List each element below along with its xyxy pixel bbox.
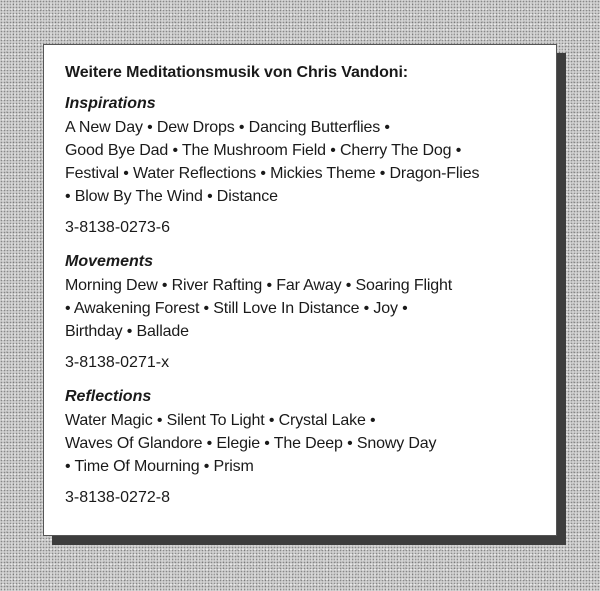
album-title: Movements: [65, 253, 154, 270]
track-line: A New Day • Dew Drops • Dancing Butterflies •: [65, 119, 390, 136]
track-line: Good Bye Dad • The Mushroom Field • Cherry The Dog •: [65, 142, 462, 159]
album-section-inspirations: [65, 94, 536, 238]
track-list: [65, 409, 536, 478]
isbn-number: 3-8138-0271-x: [65, 354, 170, 371]
track-line: • Blow By The Wind • Distance: [65, 188, 278, 205]
album-list-card: [43, 44, 557, 536]
track-line: • Time Of Mourning • Prism: [65, 458, 254, 475]
track-list: [65, 274, 536, 343]
isbn-number: 3-8138-0272-8: [65, 489, 170, 506]
isbn-number: 3-8138-0273-6: [65, 219, 170, 236]
track-line: • Awakening Forest • Still Love In Distance • Joy •: [65, 300, 408, 317]
album-section-movements: [65, 252, 536, 373]
track-line: Waves Of Glandore • Elegie • The Deep • Snowy Day: [65, 435, 437, 452]
album-title: Reflections: [65, 388, 152, 405]
album-title: Inspirations: [65, 95, 156, 112]
track-line: Birthday • Ballade: [65, 323, 189, 340]
track-line: Morning Dew • River Rafting • Far Away • Soaring Flight: [65, 277, 453, 294]
track-line: Festival • Water Reflections • Mickies Theme • Dragon-Flies: [65, 165, 480, 182]
page-heading: Weitere Meditationsmusik von Chris Vandoni:: [65, 64, 409, 81]
album-section-reflections: [65, 387, 536, 508]
track-line: Water Magic • Silent To Light • Crystal Lake •: [65, 412, 376, 429]
track-list: [65, 116, 536, 208]
